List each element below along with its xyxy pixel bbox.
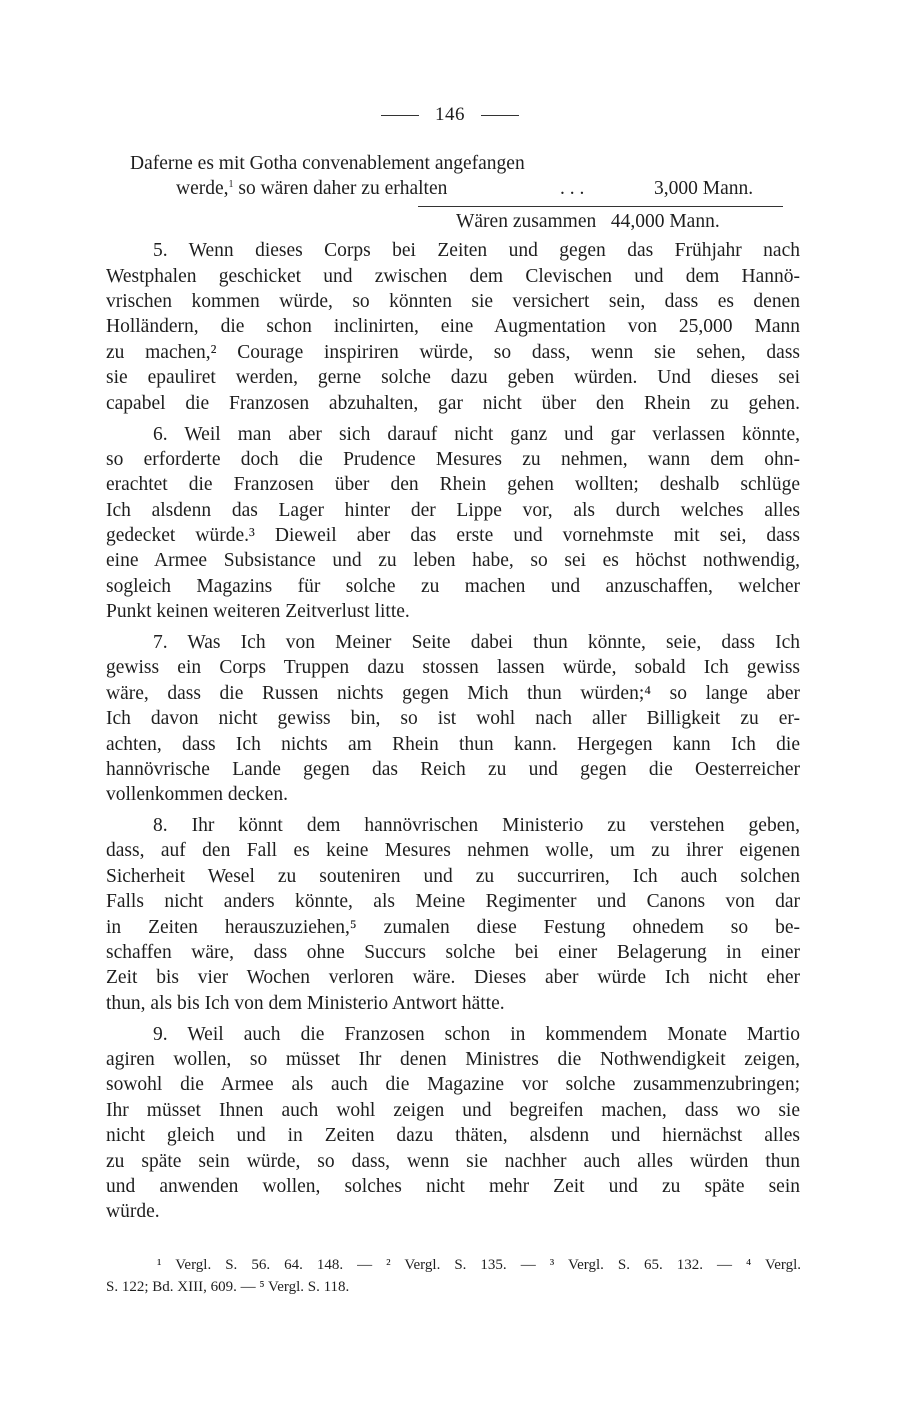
para-7-line-1: 7. Was Ich von Meiner Seite dabei thun könnte, seie, dass Ich bbox=[153, 632, 800, 653]
footnote-ref: 1 bbox=[228, 179, 234, 190]
para-8-line-4: Falls nicht anders könnte, als Meine Regimenter und Canons von dar bbox=[106, 891, 800, 912]
para-9-line-4: Ihr müsset Ihnen auch wohl zeigen und begreifen machen, dass wo sie bbox=[106, 1100, 800, 1121]
para-5-line-1: 5. Wenn dieses Corps bei Zeiten und gegen das Frühjahr nach bbox=[153, 240, 800, 261]
summary-rule bbox=[418, 206, 783, 207]
para-9-line-8: würde. bbox=[106, 1201, 160, 1222]
summary-line-2-text: werde, bbox=[176, 178, 229, 199]
para-9-line-3: sowohl die Armee als auch die Magazine vor solche zusammenzubringen; bbox=[106, 1074, 800, 1095]
summary-total: Wären zusammen 44,000 Mann. bbox=[456, 211, 720, 232]
para-5-line-3: vrischen kommen würde, so könnten sie versichert sein, dass es denen bbox=[106, 291, 800, 312]
para-6-line-8: Punkt keinen weiteren Zeitverlust litte. bbox=[106, 601, 410, 622]
para-7-line-3: wäre, dass die Russen nichts gegen Mich thun würden;⁴ so lange aber bbox=[106, 683, 800, 704]
summary-line-1: Daferne es mit Gotha convenablement angefangen bbox=[130, 153, 525, 174]
para-6-line-4: Ich alsdenn das Lager hinter der Lippe vor, als durch welches alles bbox=[106, 500, 800, 521]
summary-line-2 bbox=[176, 177, 447, 201]
page-number bbox=[0, 104, 900, 126]
para-5-line-5: zu machen,² Courage inspiriren würde, so dass, wenn sie sehen, dass bbox=[106, 342, 800, 363]
summary-value: 3,000 Mann. bbox=[654, 178, 754, 199]
page-number-text: 146 bbox=[435, 104, 465, 125]
para-6-line-1: 6. Weil man aber sich darauf nicht ganz und gar verlassen könnte, bbox=[153, 424, 800, 445]
para-7-line-5: achten, dass Ich nichts am Rhein thun kann. Hergegen kann Ich die bbox=[106, 734, 800, 755]
footnote-line-2: S. 122; Bd. XIII, 609. — ⁵ Vergl. S. 118. bbox=[106, 1279, 350, 1295]
para-6-line-3: erachtet die Franzosen über den Rhein gehen wollten; deshalb schlüge bbox=[106, 474, 800, 495]
page-number-left-dash bbox=[381, 115, 419, 116]
para-8-line-8: thun, als bis Ich von dem Ministerio Antwort hätte. bbox=[106, 993, 505, 1014]
para-9-line-6: zu späte sein würde, so dass, wenn sie nachher auch alles würden thun bbox=[106, 1151, 800, 1172]
para-6-line-7: sogleich Magazins für solche zu machen und anzuschaffen, welcher bbox=[106, 576, 800, 597]
para-8-line-6: schaffen wäre, dass ohne Succurs solche bei einer Belagerung in einer bbox=[106, 942, 800, 963]
para-7-line-2: gewiss ein Corps Truppen dazu stossen lassen würde, sobald Ich gewiss bbox=[106, 657, 800, 678]
para-8-line-1: 8. Ihr könnt dem hannövrischen Ministerio zu verstehen geben, bbox=[153, 815, 800, 836]
para-5-line-6: sie epauliret werden, gerne solche dazu geben würden. Und dieses sei bbox=[106, 367, 800, 388]
summary-line-2-rest: so wären daher zu erhalten bbox=[233, 178, 448, 199]
para-8-line-2: dass, auf den Fall es keine Mesures nehmen wolle, um zu ihrer eigenen bbox=[106, 840, 800, 861]
para-6-line-6: eine Armee Subsistance und zu leben habe, so sei es höchst nothwendig, bbox=[106, 550, 800, 571]
para-6-line-2: so erforderte doch die Prudence Mesures zu nehmen, wann dem ohn- bbox=[106, 449, 800, 470]
para-8-line-7: Zeit bis vier Wochen verloren wäre. Dieses aber würde Ich nicht eher bbox=[106, 967, 800, 988]
summary-leader-dots: . . . bbox=[560, 178, 585, 199]
para-5-line-7: capabel die Franzosen abzuhalten, gar nicht über den Rhein zu gehen. bbox=[106, 393, 800, 414]
para-8-line-5: in Zeiten herauszuziehen,⁵ zumalen diese Festung ohnedem so be- bbox=[106, 917, 800, 938]
para-5-line-4: Holländern, die schon inclinirten, eine Augmentation von 25,000 Mann bbox=[106, 316, 800, 337]
para-9-line-5: nicht gleich und in Zeiten dazu thäten, alsdenn und hiernächst alles bbox=[106, 1125, 800, 1146]
para-8-line-3: Sicherheit Wesel zu souteniren und zu succurriren, Ich auch solchen bbox=[106, 866, 800, 887]
para-6-line-5: gedecket würde.³ Dieweil aber das erste und vornehmste mit sei, dass bbox=[106, 525, 800, 546]
para-7-line-7: vollenkommen decken. bbox=[106, 784, 288, 805]
para-9-line-2: agiren wollen, so müsset Ihr denen Ministres die Nothwendigkeit zeigen, bbox=[106, 1049, 800, 1070]
para-5-line-2: Westphalen geschicket und zwischen dem Clevischen und dem Hannö- bbox=[106, 266, 800, 287]
para-7-line-6: hannövrische Lande gegen das Reich zu und gegen die Oesterreicher bbox=[106, 759, 800, 780]
para-7-line-4: Ich davon nicht gewiss bin, so ist wohl nach aller Billigkeit zu er- bbox=[106, 708, 800, 729]
para-9-line-1: 9. Weil auch die Franzosen schon in kommendem Monate Martio bbox=[153, 1024, 800, 1045]
footnote-line-1: ¹ Vergl. S. 56. 64. 148. — ² Vergl. S. 135. — ³ Vergl. S. 65. 132. — ⁴ Vergl. bbox=[157, 1257, 801, 1273]
page-number-right-dash bbox=[481, 115, 519, 116]
para-9-line-7: und anwenden wollen, solches nicht mehr Zeit und zu späte sein bbox=[106, 1176, 800, 1197]
